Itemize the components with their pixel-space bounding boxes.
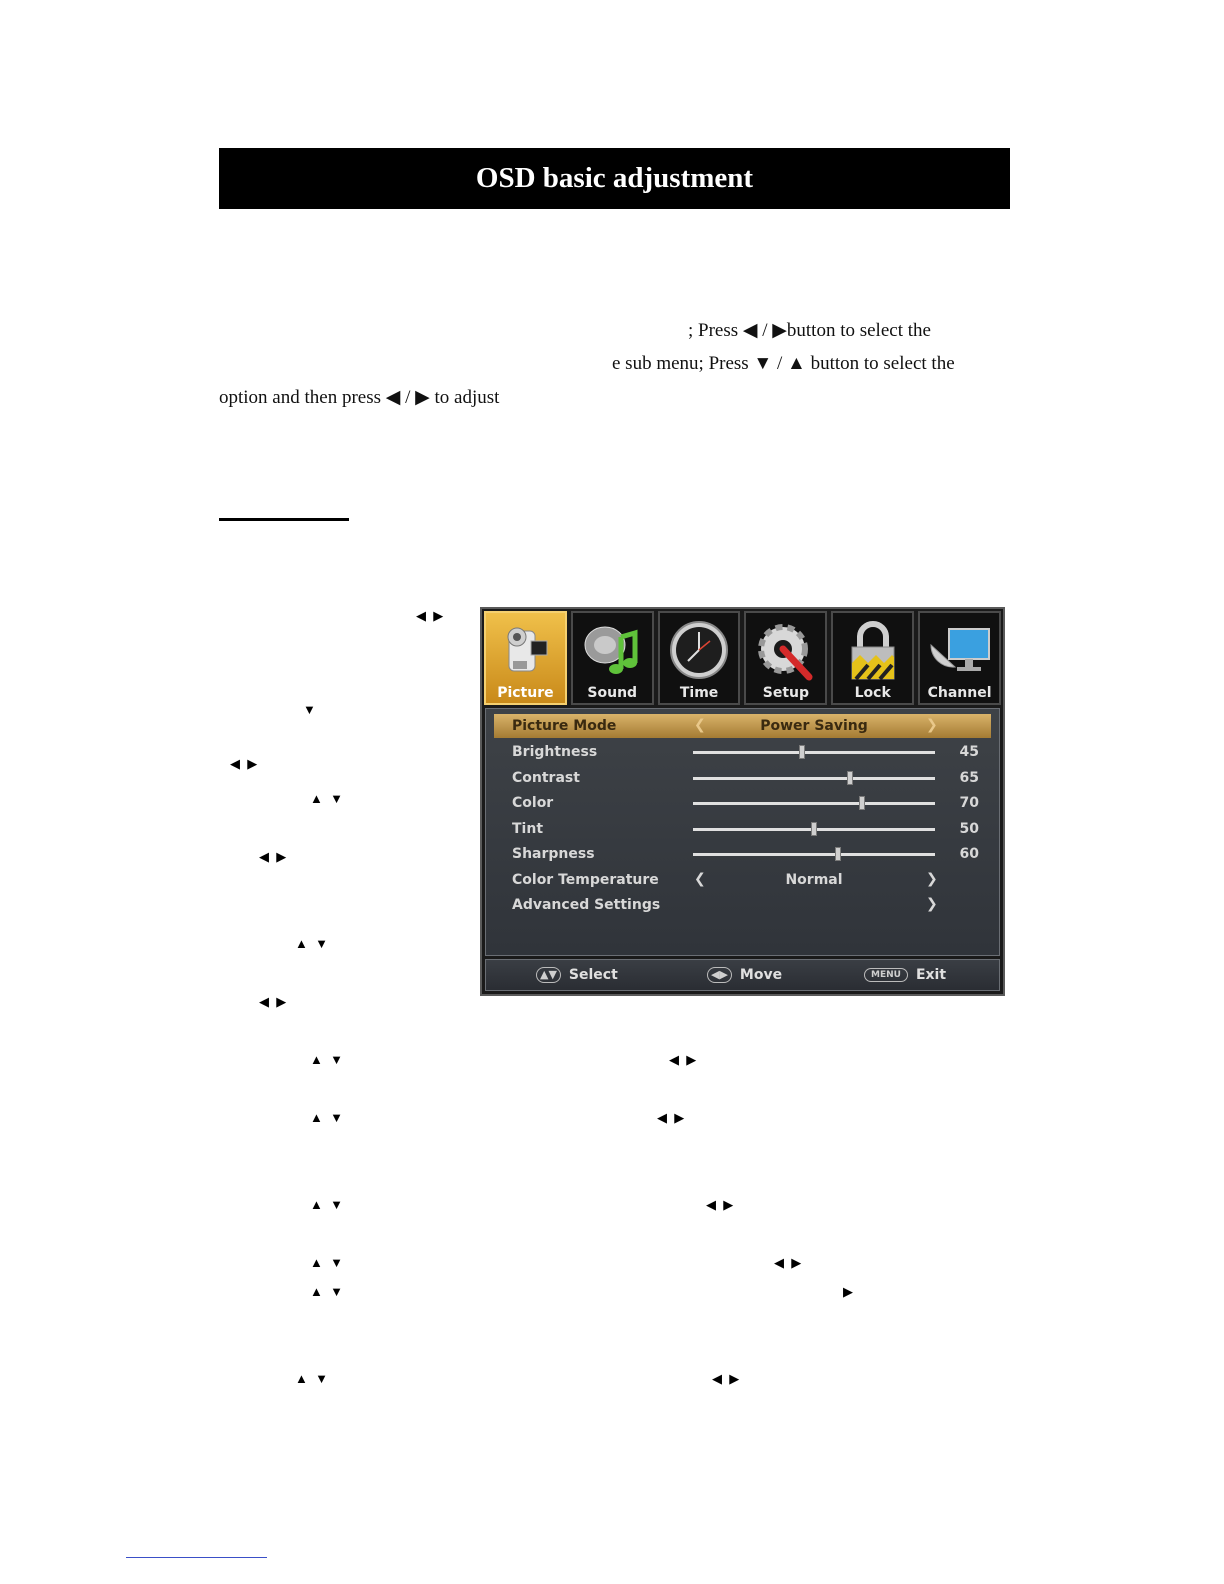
slider-knob[interactable] xyxy=(835,847,841,861)
left-right-arrows-icon: ◀ ▶ xyxy=(706,1197,736,1212)
tab-sound[interactable] xyxy=(571,611,654,705)
row-label: Color xyxy=(512,795,554,811)
slider-knob[interactable] xyxy=(799,745,805,759)
heading-underline xyxy=(219,518,349,521)
tab-channel[interactable] xyxy=(918,611,1001,705)
contrast-row[interactable] xyxy=(494,766,991,790)
up-down-arrows-icon: ▲ ▼ xyxy=(310,791,345,806)
row-label: Sharpness xyxy=(512,846,595,862)
tab-lock[interactable] xyxy=(831,611,914,705)
tab-label: Sound xyxy=(587,685,638,701)
contrast-value: 65 xyxy=(959,770,979,786)
picture-mode-row[interactable] xyxy=(494,714,991,738)
sharpness-row[interactable] xyxy=(494,842,991,866)
slider-knob[interactable] xyxy=(811,822,817,836)
left-right-keys-icon: ◀▶ xyxy=(707,967,732,983)
row-label: Tint xyxy=(512,821,544,837)
menu-key-icon: MENU xyxy=(864,968,908,982)
chevron-right-icon[interactable]: ❯ xyxy=(926,717,938,733)
speaker-note-icon xyxy=(577,619,647,685)
chevron-right-icon[interactable]: ❯ xyxy=(926,896,938,912)
osd-help-bar xyxy=(485,959,1000,991)
row-label: Contrast xyxy=(512,770,580,786)
right-arrow-icon: ▶ xyxy=(843,1284,855,1299)
up-down-keys-icon: ▲▼ xyxy=(536,967,561,983)
satellite-monitor-icon xyxy=(925,619,995,685)
tab-label: Channel xyxy=(927,685,992,701)
intro-line-2: e sub menu; Press ▼ / ▲ button to select the xyxy=(612,353,955,374)
up-down-arrows-icon: ▲ ▼ xyxy=(295,936,330,951)
up-down-arrows-icon: ▲ ▼ xyxy=(310,1110,345,1125)
up-down-arrows-icon: ▲ ▼ xyxy=(310,1255,345,1270)
color-slider[interactable] xyxy=(693,802,935,805)
padlock-icon xyxy=(840,619,906,685)
left-right-arrows-icon: ◀ ▶ xyxy=(259,849,289,864)
left-right-arrows-icon: ◀ ▶ xyxy=(712,1371,742,1386)
help-select-label: Select xyxy=(568,967,618,983)
advanced-settings-row[interactable] xyxy=(494,893,991,917)
slider-knob[interactable] xyxy=(859,796,865,810)
up-down-arrows-icon: ▲ ▼ xyxy=(310,1284,345,1299)
intro-line-1: ; Press ◀ / ▶button to select the xyxy=(688,320,931,341)
row-label: Advanced Settings xyxy=(512,897,661,913)
color-row[interactable] xyxy=(494,791,991,815)
tint-slider[interactable] xyxy=(693,828,935,831)
slider-knob[interactable] xyxy=(847,771,853,785)
left-right-arrows-icon: ◀ ▶ xyxy=(774,1255,804,1270)
tab-label: Setup xyxy=(762,685,810,701)
color-value: 70 xyxy=(959,795,979,811)
brightness-slider[interactable] xyxy=(693,751,935,754)
brightness-value: 45 xyxy=(959,744,979,760)
help-move xyxy=(707,967,782,983)
help-move-label: Move xyxy=(739,967,783,983)
chevron-right-icon[interactable]: ❯ xyxy=(926,871,938,887)
picture-settings-panel xyxy=(485,708,1000,956)
section-banner: OSD basic adjustment xyxy=(219,148,1010,209)
tab-picture[interactable] xyxy=(484,611,567,705)
gear-wrench-icon xyxy=(753,619,819,685)
left-right-arrows-icon: ◀ ▶ xyxy=(416,608,446,623)
tab-label: Lock xyxy=(854,685,891,701)
color-temperature-row[interactable] xyxy=(494,868,991,892)
brightness-row[interactable] xyxy=(494,740,991,764)
clock-icon xyxy=(666,619,732,685)
camcorder-icon xyxy=(495,619,555,685)
left-right-arrows-icon: ◀ ▶ xyxy=(669,1052,699,1067)
osd-menu-screenshot xyxy=(480,607,1005,996)
left-right-arrows-icon: ◀ ▶ xyxy=(259,994,289,1009)
contrast-slider[interactable] xyxy=(693,777,935,780)
left-right-arrows-icon: ◀ ▶ xyxy=(230,756,260,771)
up-down-arrows-icon: ▲ ▼ xyxy=(310,1052,345,1067)
intro-line-3: option and then press ◀ / ▶ to adjust xyxy=(219,387,500,408)
help-select xyxy=(536,967,618,983)
tint-row[interactable] xyxy=(494,817,991,841)
help-exit xyxy=(864,967,946,983)
help-exit-label: Exit xyxy=(915,967,947,983)
osd-tab-bar xyxy=(484,611,1001,705)
tab-label: Time xyxy=(679,685,719,701)
tab-label: Picture xyxy=(497,685,554,701)
picture-mode-value: Power Saving xyxy=(760,718,868,734)
sharpness-value: 60 xyxy=(959,846,979,862)
left-right-arrows-icon: ◀ ▶ xyxy=(657,1110,687,1125)
row-label: Color Temperature xyxy=(512,872,659,888)
chevron-left-icon[interactable]: ❮ xyxy=(694,871,706,887)
row-label: Brightness xyxy=(512,744,598,760)
up-down-arrows-icon: ▲ ▼ xyxy=(295,1371,330,1386)
footer-rule xyxy=(126,1557,267,1558)
tint-value: 50 xyxy=(959,821,979,837)
down-arrow-icon: ▼ xyxy=(303,702,318,717)
sharpness-slider[interactable] xyxy=(693,853,935,856)
tab-time[interactable] xyxy=(658,611,741,705)
chevron-left-icon[interactable]: ❮ xyxy=(694,717,706,733)
tab-setup[interactable] xyxy=(744,611,827,705)
up-down-arrows-icon: ▲ ▼ xyxy=(310,1197,345,1212)
color-temperature-value: Normal xyxy=(785,872,843,888)
row-label: Picture Mode xyxy=(512,718,617,734)
